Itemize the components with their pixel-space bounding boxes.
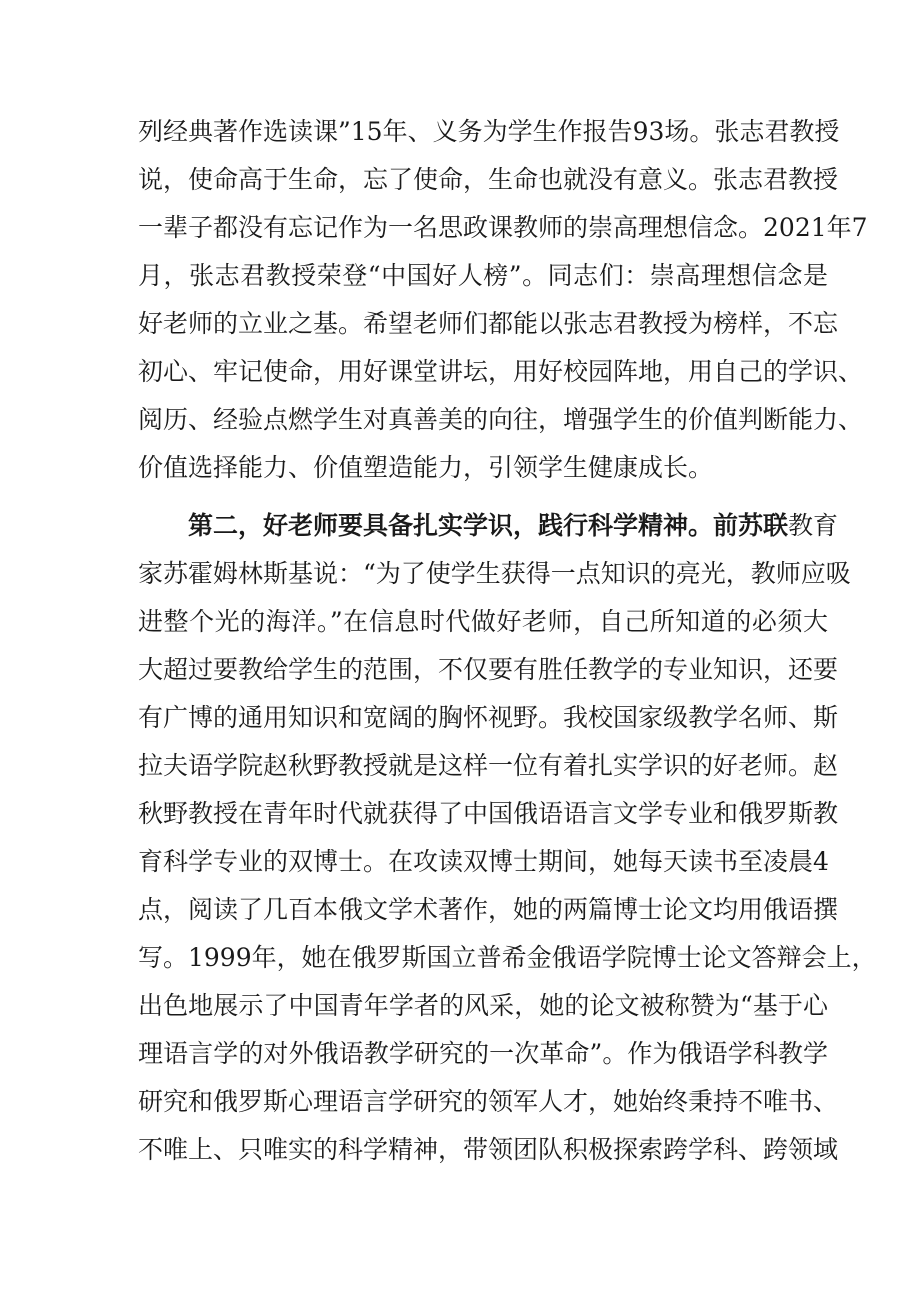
paragraph-2-line-9: 点，阅读了几百本俄文学术著作，她的两篇博士论文均用俄语撰 bbox=[138, 895, 839, 924]
paragraph-1-line-7: 阅历、经验点燃学生对真善美的向往，增强学生的价值判断能力、 bbox=[138, 405, 864, 434]
paragraph-2-line-8: 育科学专业的双博士。在攻读双博士期间，她每天读书至凌晨4 bbox=[138, 847, 829, 876]
paragraph-1-line-1: 列经典著作选读课”15年、义务为学生作报告93场。张志君教授 bbox=[138, 117, 840, 146]
heading-line-continuation: 教育 bbox=[788, 511, 839, 540]
paragraph-1-line-2: 说，使命高于生命，忘了使命，生命也就没有意义。张志君教授 bbox=[138, 165, 839, 194]
paragraph-1-line-3: 一辈子都没有忘记作为一名思政课教师的崇高理想信念。2021年7 bbox=[138, 213, 868, 242]
paragraph-1-line-4: 月，张志君教授荣登“中国好人榜”。同志们：崇高理想信念是 bbox=[138, 261, 828, 290]
paragraph-2-line-13: 研究和俄罗斯心理语言学研究的领军人才，她始终秉持不唯书、 bbox=[138, 1087, 839, 1116]
paragraph-2-line-4: 大超过要教给学生的范围，不仅要有胜任教学的专业知识，还要 bbox=[138, 655, 839, 684]
paragraph-2-line-1 bbox=[188, 510, 839, 542]
paragraph-1-line-5: 好老师的立业之基。希望老师们都能以张志君教授为榜样，不忘 bbox=[138, 309, 839, 338]
paragraph-1-line-6: 初心、牢记使命，用好课堂讲坛，用好校园阵地，用自己的学识、 bbox=[138, 357, 864, 386]
paragraph-1-line-8: 价值选择能力、价值塑造能力，引领学生健康成长。 bbox=[138, 453, 714, 482]
paragraph-2-line-12: 理语言学的对外俄语教学研究的一次革命”。作为俄语学科教学 bbox=[138, 1039, 828, 1068]
paragraph-2-line-7: 秋野教授在青年时代就获得了中国俄语语言文学专业和俄罗斯教 bbox=[138, 799, 839, 828]
paragraph-2-line-5: 有广博的通用知识和宽阔的胸怀视野。我校国家级教学名师、斯 bbox=[138, 703, 839, 732]
paragraph-2-line-14: 不唯上、只唯实的科学精神，带领团队积极探索跨学科、跨领域 bbox=[138, 1135, 839, 1164]
paragraph-2-line-10: 写。1999年，她在俄罗斯国立普希金俄语学院博士论文答辩会上， bbox=[138, 943, 877, 972]
section-heading: 第二，好老师要具备扎实学识，践行科学精神。前苏联 bbox=[188, 511, 789, 540]
paragraph-2-line-6: 拉夫语学院赵秋野教授就是这样一位有着扎实学识的好老师。赵 bbox=[138, 751, 839, 780]
paragraph-2-line-2: 家苏霍姆林斯基说：“为了使学生获得一点知识的亮光，教师应吸 bbox=[138, 559, 851, 588]
paragraph-2-line-3: 进整个光的海洋。”在信息时代做好老师，自己所知道的必须大 bbox=[138, 607, 828, 636]
paragraph-2-line-11: 出色地展示了中国青年学者的风采，她的论文被称赞为“基于心 bbox=[138, 991, 828, 1020]
